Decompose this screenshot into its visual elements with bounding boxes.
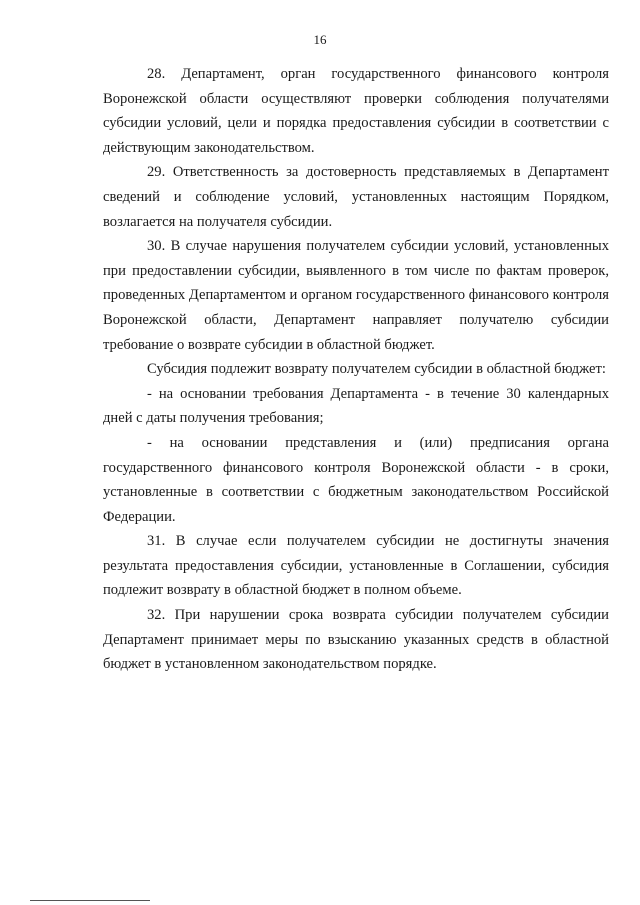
paragraph-30: 30. В случае нарушения получателем субсидии условий, установленных при предоставлении субсидии, выявленного в том числе по фактам проверок, проведенных Департаментом и органом государственного финансового контроля Воронежской области, Департамент направляет получателю субсидии требование о возврате субсидии в областной бюджет. xyxy=(103,238,609,353)
page-number: 16 xyxy=(313,32,327,47)
list-item-department-requirement: - на основании требования Департамента - в течение 30 календарных дней с даты получения требования; xyxy=(103,385,609,427)
paragraph-28: 28. Департамент, орган государственного финансового контроля Воронежской области осуществляют проверки соблюдения получателями субсидии условий, цели и порядка предоставления субсидии в соответствии с действующим законодательством. xyxy=(103,66,609,156)
document-body xyxy=(103,62,609,677)
paragraph-subsidy-return: Субсидия подлежит возврату получателем субсидии в областной бюджет: xyxy=(147,361,606,378)
paragraph-32: 32. При нарушении срока возврата субсидии получателем субсидии Департамент принимает меры по взысканию указанных средств в областной бюджет в установленном законодательством порядке. xyxy=(103,607,609,673)
list-item-control-body-order: - на основании представления и (или) предписания органа государственного финансового контроля Воронежской области - в сроки, установленные в соответствии с бюджетным законодательством Российской Федерации. xyxy=(103,434,609,525)
paragraph-29: 29. Ответственность за достоверность представляемых в Департамент сведений и соблюдение условий, установленных настоящим Порядком, возлагается на получателя субсидии. xyxy=(103,164,609,230)
footer-rule xyxy=(30,900,150,901)
paragraph-31: 31. В случае если получателем субсидии не достигнуты значения результата предоставления субсидии, установленные в Соглашении, субсидия подлежит возврату в областной бюджет в полном объеме. xyxy=(103,533,609,599)
